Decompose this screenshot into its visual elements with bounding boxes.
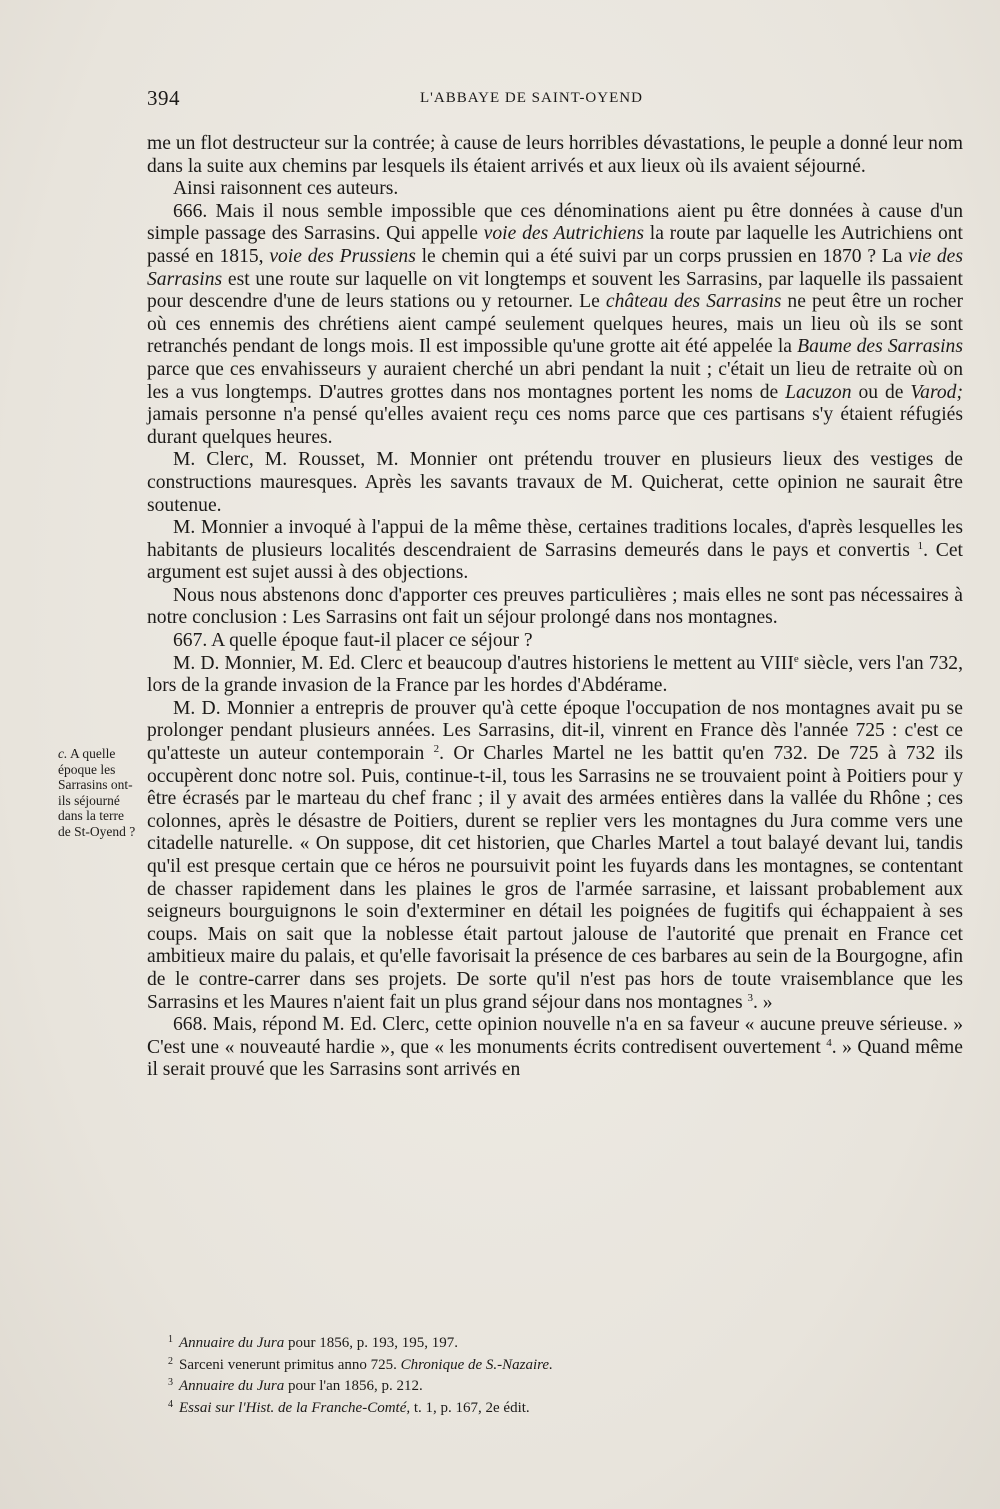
- text-run: M. D. Monnier, M. Ed. Clerc et beaucoup d'autres historiens le mettent au VIII: [173, 652, 794, 674]
- margin-note-text: A quelle époque les Sarrasins ont-ils séjourné dans la terre de St-Oyend ?: [58, 746, 136, 839]
- paragraph-8: [147, 653, 963, 698]
- paragraph-668: [147, 1014, 963, 1082]
- footnote-2: [168, 1353, 868, 1375]
- text-run: . Or Charles Martel ne les battit qu'en 732. De 725 à 732 ils occupèrent donc notre sol. Puis, continue-t-il, tous les Sarrasins ne se trouvaient point à Poitiers pour y être écrasés par le marteau du chef franc ; il y avait des armées entières dans la vallée du Rhône ; ces colonnes, après le désastre de Poitiers, durent se replier vers les montagnes du Jura comme vers une citadelle naturelle. « On suppose, dit cet historien, que Charles Martel a tout balayé devant lui, tandis qu'il est presque certain que ce héros ne poursuivit point les fuyards dans les montagnes, se contentant de chasser rapidement dans les plaines le gros de l'armée sarrasine, et laissant probablement aux seigneurs bourguignons le soin d'exterminer en détail les poignées de fugitifs qui échappaient à ses coups. Mais on sait que la noblesse était partout jalouse de l'autorité que prenait en France cet ambitieux maire du palais, et qu'elle favorisait la présence de ces barbares au sein de la Bourgogne, afin de le contre-carrer dans ses projets. De sorte qu'il n'est pas hors de toute vraisemblance que les Sarrasins et les Maures n'aient fait un plus grand séjour dans nos montagnes: [147, 743, 963, 1013]
- footnote-number: 1: [168, 1334, 173, 1345]
- footnote-ref: 1: [917, 539, 924, 552]
- italic-term: vie des Sarrasins: [147, 245, 963, 290]
- running-title: L'ABBAYE DE SAINT-OYEND: [420, 90, 643, 106]
- footnote-title: Chronique de S.-Nazaire.: [400, 1356, 553, 1373]
- text-run: ou de: [851, 381, 911, 403]
- text-run: ne peut être un rocher où ces ennemis des chrétiens aient campé seulement quelques heures, mais un lieu où ils se sont retranchés pendant de longs mois. Il est impossible qu'une grotte ait été appelée la: [147, 291, 963, 358]
- paragraph-1: me un flot destructeur sur la contrée; à cause de leurs horribles dévastations, le peuple a donné leur nom dans la suite aux chemins par lesquels ils étaient arrivés et aux lieux où ils avaient séjourné.: [147, 133, 963, 177]
- italic-term: Baume des Sarrasins: [797, 336, 963, 358]
- margin-note: [58, 746, 140, 839]
- italic-term: voie des Prussiens: [269, 245, 416, 267]
- text-run: siècle, vers l'an 732, lors de la grande invasion de la France par les hordes d'Abdérame.: [147, 652, 963, 697]
- century-superscript: e: [793, 652, 799, 665]
- footnotes: [168, 1331, 868, 1417]
- footnote-1: [168, 1331, 868, 1353]
- text-run: la route par laquelle les Autrichiens ont passé en 1815,: [147, 223, 963, 267]
- footnote-text: t. 1, p. 167, 2e édit.: [410, 1399, 530, 1416]
- italic-term: voie des Autrichiens: [483, 223, 644, 245]
- footnote-title: Annuaire du Jura: [179, 1335, 285, 1351]
- footnote-number: 2: [168, 1355, 173, 1367]
- text-run: . »: [752, 991, 773, 1013]
- italic-term: Lacuzon: [785, 381, 852, 403]
- paragraph-6: Nous nous abstenons donc d'apporter ces preuves particulières ; mais elles ne sont pas nécessaires à notre conclusion : Les Sarrasins ont fait un séjour prolongé dans nos montagnes.: [147, 584, 963, 629]
- paragraph-2: Ainsi raisonnent ces auteurs.: [173, 178, 399, 200]
- text-run: est une route sur laquelle on vit longtemps et souvent les Sarrasins, par laquelle ils passaient pour descendre d'une de leurs stations ou y retourner. Le: [147, 268, 963, 313]
- text-run: parce que ces envahisseurs y auraient cherché un abri pendant la nuit ; c'était un lieu de retraite où on les a vus longtemps. D'autres grottes dans nos montagnes portent les noms de: [147, 358, 963, 403]
- paragraph-666: [147, 201, 963, 450]
- footnote-text: pour l'an 1856, p. 212.: [284, 1378, 423, 1394]
- footnote-number: 3: [168, 1377, 173, 1388]
- paragraph-667: 667. A quelle époque faut-il placer ce séjour ?: [173, 630, 533, 652]
- text-run: . Cet argument est sujet aussi à des objections.: [147, 539, 963, 584]
- main-text: [147, 133, 963, 1082]
- footnote-title: Essai sur l'Hist. de la Franche-Comté,: [179, 1399, 411, 1416]
- margin-note-letter: c.: [58, 746, 68, 761]
- page-number: 394: [147, 86, 180, 110]
- footnote-title: Annuaire du Jura: [179, 1378, 285, 1394]
- paragraph-9: [147, 698, 963, 1014]
- italic-term: château des Sarrasins: [605, 291, 782, 313]
- paragraph-4: M. Clerc, M. Rousset, M. Monnier ont prétendu trouver en plusieurs lieux des vestiges de constructions mauresques. Après les savants travaux de M. Quicherat, cette opinion ne saurait être soutenue.: [147, 449, 963, 516]
- text-run: . » Quand même il serait prouvé que les Sarrasins sont arrivés en: [147, 1036, 963, 1081]
- footnote-3: [168, 1374, 868, 1396]
- text-run: le chemin qui a été suivi par un corps prussien en 1870 ? La: [415, 245, 909, 267]
- text-run: 668. Mais, répond M. Ed. Clerc, cette opinion nouvelle n'a en sa faveur « aucune preuve sérieuse. » C'est une « nouveauté hardie », que « les monuments écrits contredisent ouvertement: [147, 1014, 963, 1058]
- footnote-ref: 4: [826, 1036, 832, 1049]
- footnote-text: pour 1856, p. 193, 195, 197.: [284, 1335, 459, 1351]
- footnote-number: 4: [168, 1398, 173, 1410]
- text-run: M. D. Monnier a entrepris de prouver qu'à cette époque l'occupation de nos montagnes avait pu se prolonger pendant plusieurs années. Les Sarrasins, dit-il, vinrent en France dès l'année 725 : c'est ce qu'atteste un auteur contemporain: [147, 697, 963, 765]
- footnote-ref: 2: [433, 743, 440, 756]
- footnote-4: [168, 1396, 868, 1418]
- text-run: jamais personne n'a pensé qu'elles avaient reçu ces noms parce que ces partisans s'y étaient réfugiés durant quelques heures.: [147, 404, 963, 448]
- paragraph-5: [147, 517, 963, 585]
- italic-term: Varod;: [910, 381, 963, 403]
- footnote-ref: 3: [747, 991, 753, 1004]
- text-run: M. Monnier a invoqué à l'appui de la même thèse, certaines traditions locales, d'après lesquelles les habitants de plusieurs localités descendraient de Sarrasins demeurés dans le pays et convertis: [147, 517, 963, 561]
- text-run: 666. Mais il nous semble impossible que ces dénominations aient pu être données à cause d'un simple passage des Sarrasins. Qui appelle: [147, 200, 963, 245]
- footnote-text: Sarceni venerunt primitus anno 725.: [179, 1356, 401, 1373]
